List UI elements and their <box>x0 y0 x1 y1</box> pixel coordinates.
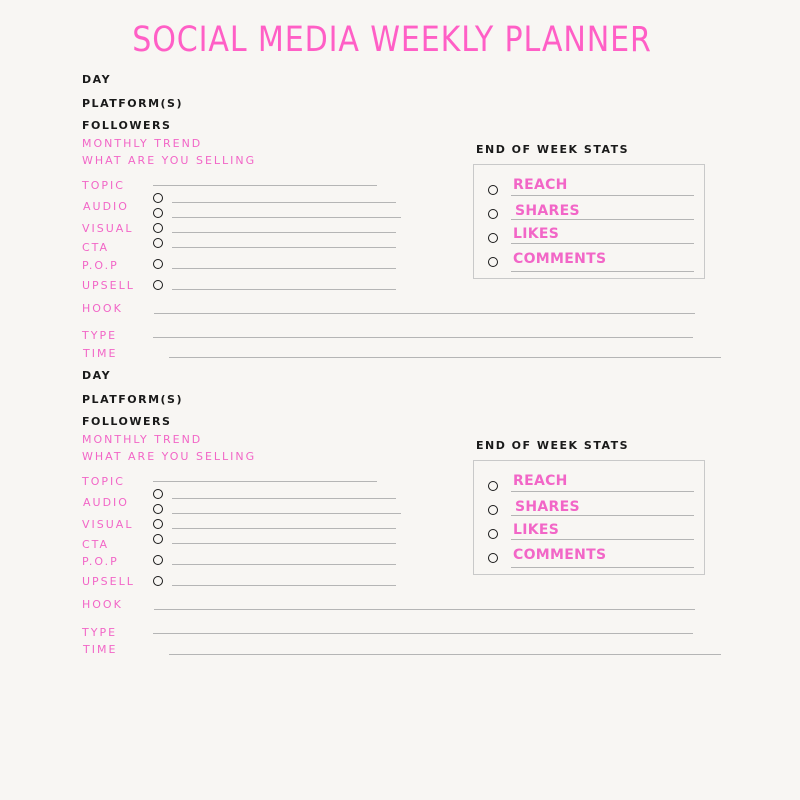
pop-checkbox[interactable] <box>153 259 163 269</box>
cta-checkbox[interactable] <box>153 238 163 248</box>
upsell-label: UPSELL <box>82 575 135 588</box>
topic-line[interactable] <box>153 185 377 186</box>
hook-line[interactable] <box>154 313 695 314</box>
platforms-label: PLATFORM(S) <box>82 97 183 110</box>
time-label: TIME <box>83 347 118 360</box>
cta-label: CTA <box>82 538 110 551</box>
likes-label: LIKES <box>513 522 560 538</box>
audio-label: AUDIO <box>83 496 129 509</box>
shares-label: SHARES <box>515 203 580 219</box>
visual-line[interactable] <box>172 528 396 529</box>
reach-line[interactable] <box>511 491 694 492</box>
monthly-trend-label: MONTHLY TREND <box>82 137 203 150</box>
comments-checkbox[interactable] <box>488 257 498 267</box>
reach-checkbox[interactable] <box>488 481 498 491</box>
audio-line-2[interactable] <box>172 513 401 514</box>
comments-checkbox[interactable] <box>488 553 498 563</box>
hook-label: HOOK <box>82 598 123 611</box>
shares-line[interactable] <box>511 515 694 516</box>
cta-line[interactable] <box>172 543 396 544</box>
day-label: DAY <box>82 73 112 86</box>
comments-line[interactable] <box>511 567 694 568</box>
visual-line[interactable] <box>172 232 396 233</box>
likes-label: LIKES <box>513 226 560 242</box>
type-label: TYPE <box>82 626 118 639</box>
audio-line-2[interactable] <box>172 217 401 218</box>
hook-label: HOOK <box>82 302 123 315</box>
audio-checkbox-2[interactable] <box>153 504 163 514</box>
audio-checkbox[interactable] <box>153 193 163 203</box>
visual-label: VISUAL <box>82 222 134 235</box>
shares-checkbox[interactable] <box>488 505 498 515</box>
comments-label: COMMENTS <box>513 251 607 267</box>
page-title: SOCIAL MEDIA WEEKLY PLANNER <box>132 20 652 60</box>
upsell-line[interactable] <box>172 585 396 586</box>
hook-line[interactable] <box>154 609 695 610</box>
upsell-label: UPSELL <box>82 279 135 292</box>
type-label: TYPE <box>82 329 118 342</box>
day-label: DAY <box>82 369 112 382</box>
pop-checkbox[interactable] <box>153 555 163 565</box>
likes-checkbox[interactable] <box>488 233 498 243</box>
visual-label: VISUAL <box>82 518 134 531</box>
stats-title: END OF WEEK STATS <box>476 143 630 156</box>
type-line[interactable] <box>153 633 693 634</box>
cta-line[interactable] <box>172 247 396 248</box>
visual-checkbox[interactable] <box>153 223 163 233</box>
followers-label: FOLLOWERS <box>82 119 172 132</box>
pop-line[interactable] <box>172 268 396 269</box>
upsell-line[interactable] <box>172 289 396 290</box>
selling-label: WHAT ARE YOU SELLING <box>82 154 257 167</box>
topic-line[interactable] <box>153 481 377 482</box>
cta-label: CTA <box>82 241 110 254</box>
likes-line[interactable] <box>511 243 694 244</box>
audio-checkbox[interactable] <box>153 489 163 499</box>
comments-line[interactable] <box>511 271 694 272</box>
time-line[interactable] <box>169 654 721 655</box>
upsell-checkbox[interactable] <box>153 280 163 290</box>
audio-line[interactable] <box>172 498 396 499</box>
reach-line[interactable] <box>511 195 694 196</box>
stats-title: END OF WEEK STATS <box>476 439 630 452</box>
audio-line[interactable] <box>172 202 396 203</box>
visual-checkbox[interactable] <box>153 519 163 529</box>
pop-line[interactable] <box>172 564 396 565</box>
time-label: TIME <box>83 643 118 656</box>
platforms-label: PLATFORM(S) <box>82 393 183 406</box>
topic-label: TOPIC <box>82 179 125 192</box>
pop-label: P.O.P <box>82 555 119 568</box>
reach-label: REACH <box>513 473 568 489</box>
cta-checkbox[interactable] <box>153 534 163 544</box>
reach-label: REACH <box>513 177 568 193</box>
comments-label: COMMENTS <box>513 547 607 563</box>
shares-line[interactable] <box>511 219 694 220</box>
likes-line[interactable] <box>511 539 694 540</box>
likes-checkbox[interactable] <box>488 529 498 539</box>
reach-checkbox[interactable] <box>488 185 498 195</box>
type-line[interactable] <box>153 337 693 338</box>
monthly-trend-label: MONTHLY TREND <box>82 433 203 446</box>
followers-label: FOLLOWERS <box>82 415 172 428</box>
audio-label: AUDIO <box>83 200 129 213</box>
audio-checkbox-2[interactable] <box>153 208 163 218</box>
shares-label: SHARES <box>515 499 580 515</box>
selling-label: WHAT ARE YOU SELLING <box>82 450 257 463</box>
time-line[interactable] <box>169 357 721 358</box>
topic-label: TOPIC <box>82 475 125 488</box>
upsell-checkbox[interactable] <box>153 576 163 586</box>
shares-checkbox[interactable] <box>488 209 498 219</box>
pop-label: P.O.P <box>82 259 119 272</box>
